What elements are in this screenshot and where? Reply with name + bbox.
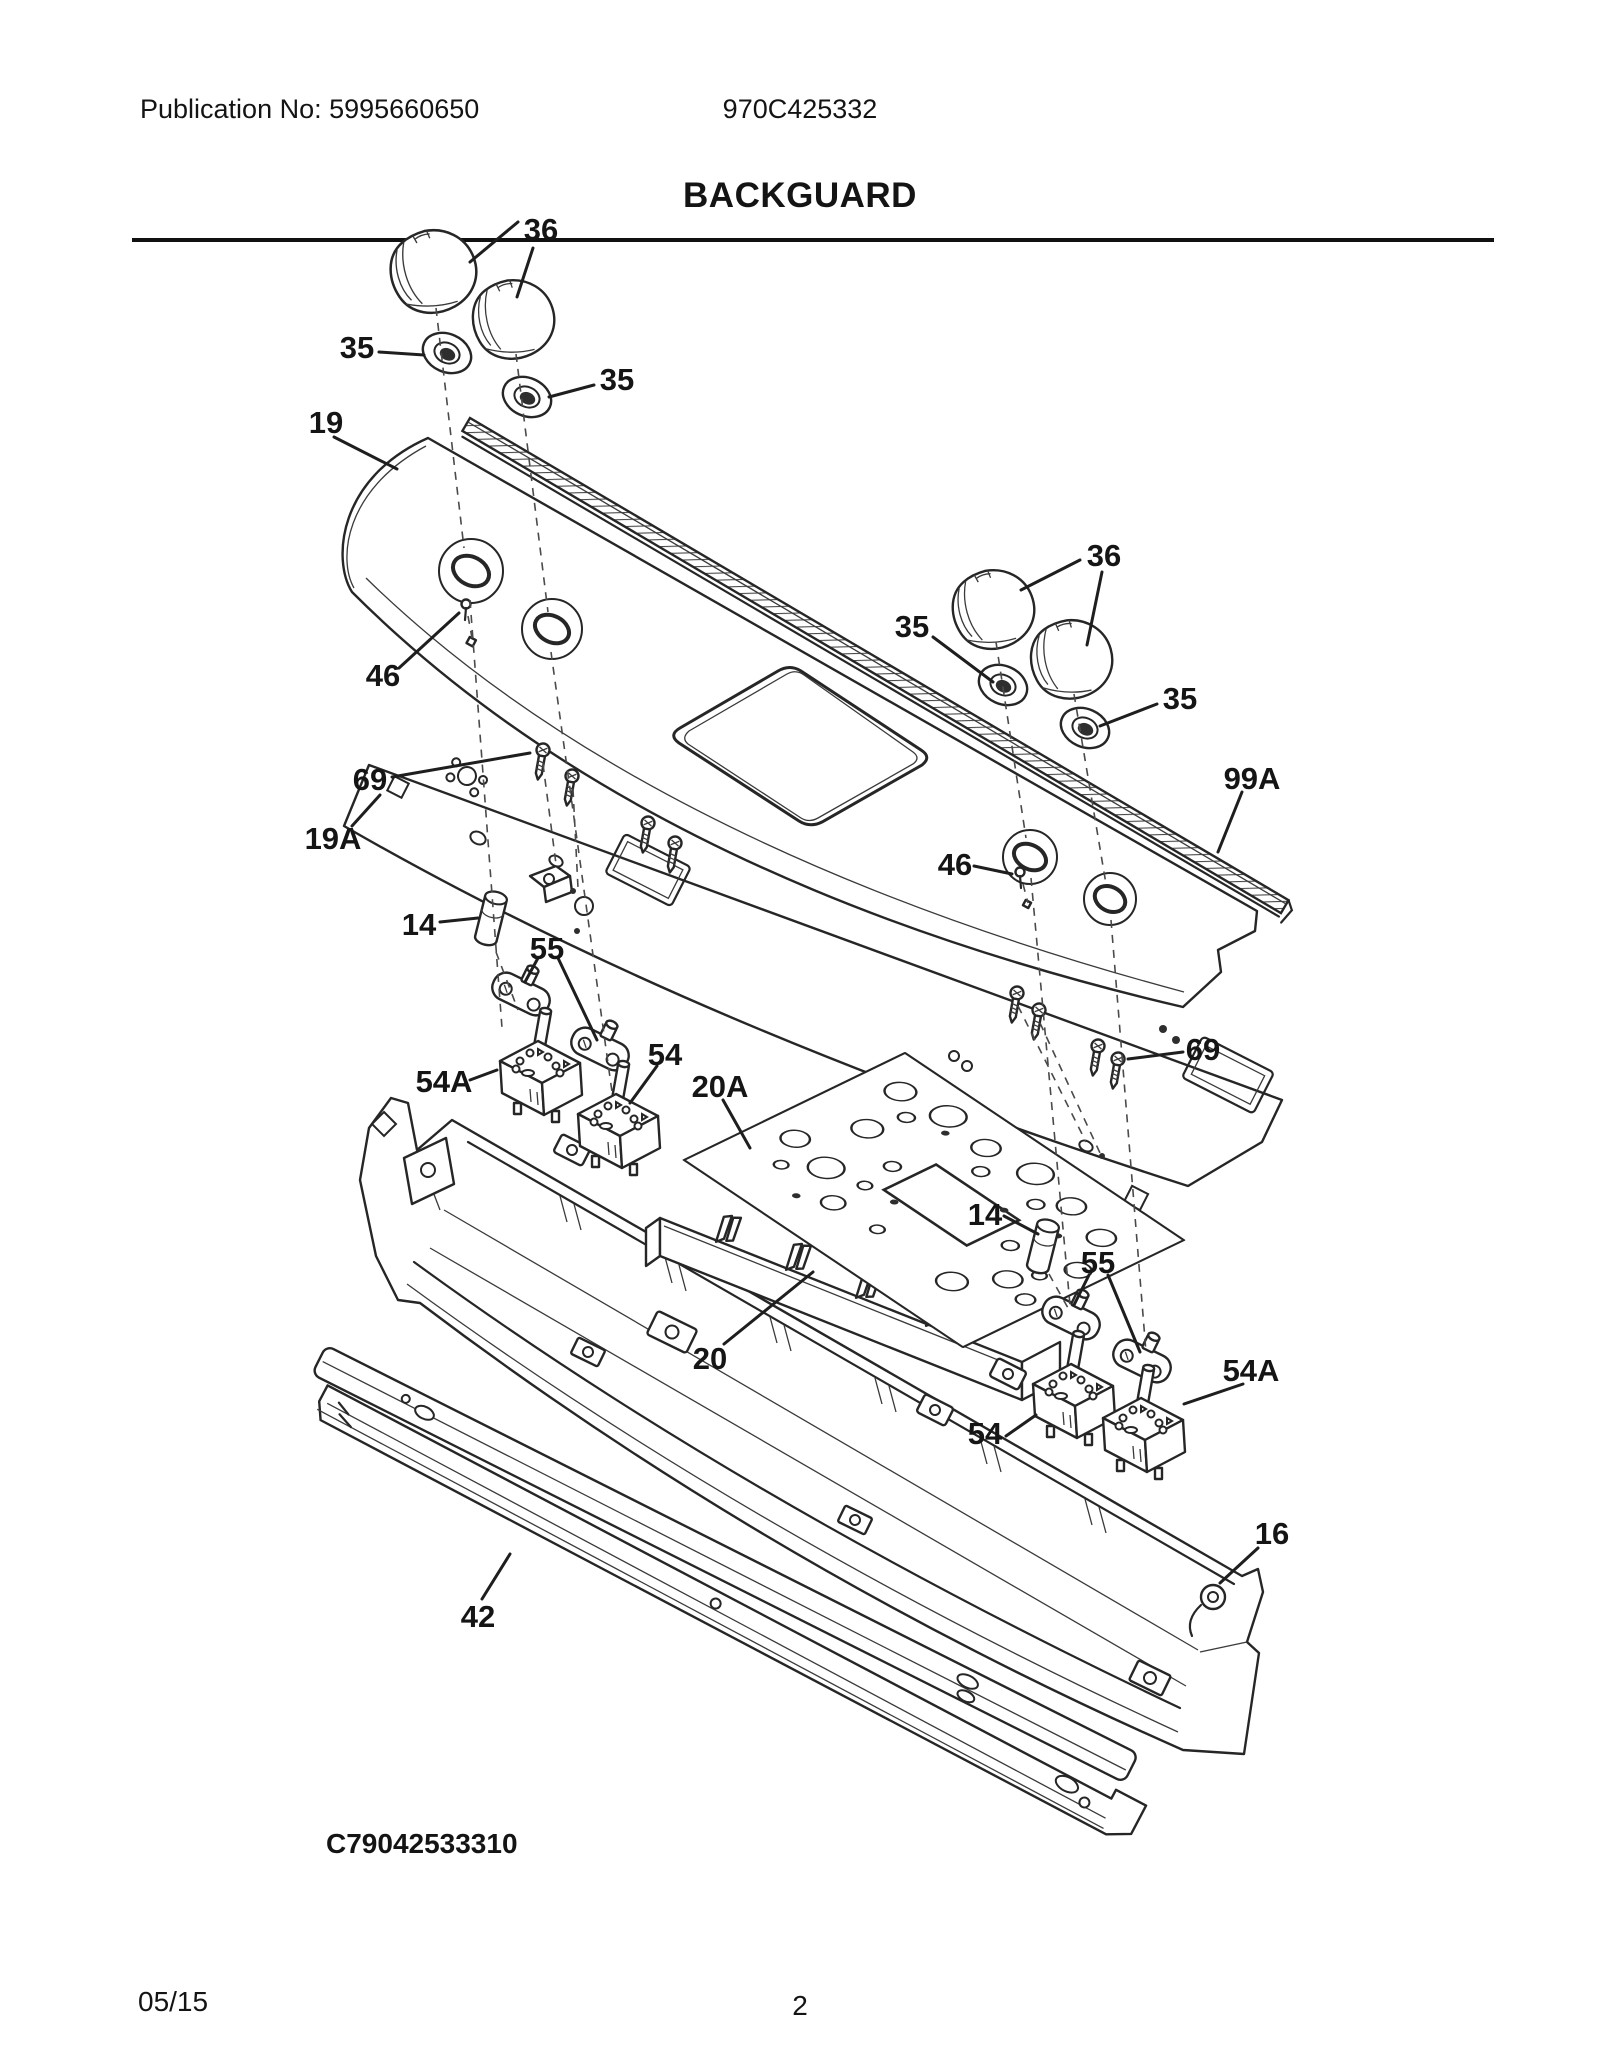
part-label-55: 55	[1080, 1245, 1116, 1280]
leader-line-35	[1100, 704, 1157, 726]
leader-line-36	[1021, 560, 1080, 590]
part-label-54A: 54A	[415, 1064, 473, 1099]
part-label-35: 35	[339, 330, 375, 365]
leader-line-36	[470, 222, 518, 262]
footer-date: 05/15	[138, 1986, 209, 2017]
part-label-54A: 54A	[1222, 1353, 1280, 1388]
part-label-69: 69	[1185, 1032, 1221, 1067]
page-title: BACKGUARD	[683, 176, 917, 215]
diagram-code: C79042533310	[326, 1828, 518, 1859]
part-label-14: 14	[967, 1197, 1003, 1232]
part-label-54: 54	[967, 1416, 1003, 1451]
leader-line-35	[549, 385, 594, 397]
part-label-55: 55	[529, 931, 565, 966]
part-label-19: 19	[308, 405, 344, 440]
model-number: 970C425332	[722, 94, 878, 124]
leader-line-99A	[1218, 792, 1242, 852]
part-label-19A: 19A	[304, 821, 362, 856]
part-label-16: 16	[1254, 1516, 1290, 1551]
footer-page-number: 2	[792, 1990, 808, 2021]
leader-line-42	[482, 1554, 510, 1599]
part-label-35: 35	[894, 609, 930, 644]
leader-line-35	[379, 352, 424, 355]
part-label-14: 14	[401, 907, 437, 942]
leader-line-19	[334, 437, 397, 469]
part-label-36: 36	[1086, 538, 1122, 573]
leader-line-54	[1006, 1415, 1036, 1436]
part-label-46: 46	[937, 847, 973, 882]
part-label-69: 69	[352, 762, 388, 797]
part-label-20: 20	[692, 1341, 728, 1376]
part-label-46: 46	[365, 658, 401, 693]
part-label-36: 36	[523, 212, 559, 247]
part-label-35: 35	[1162, 681, 1198, 716]
part-label-54: 54	[647, 1037, 683, 1072]
publication-number: Publication No: 5995660650	[140, 94, 480, 124]
part-label-35: 35	[599, 362, 635, 397]
part-label-42: 42	[460, 1599, 496, 1634]
part-label-20A: 20A	[691, 1069, 749, 1104]
leader-line-55	[558, 958, 597, 1040]
part-label-99A: 99A	[1223, 761, 1281, 796]
leader-line-14	[440, 918, 478, 922]
leader-line-54A	[470, 1070, 497, 1080]
